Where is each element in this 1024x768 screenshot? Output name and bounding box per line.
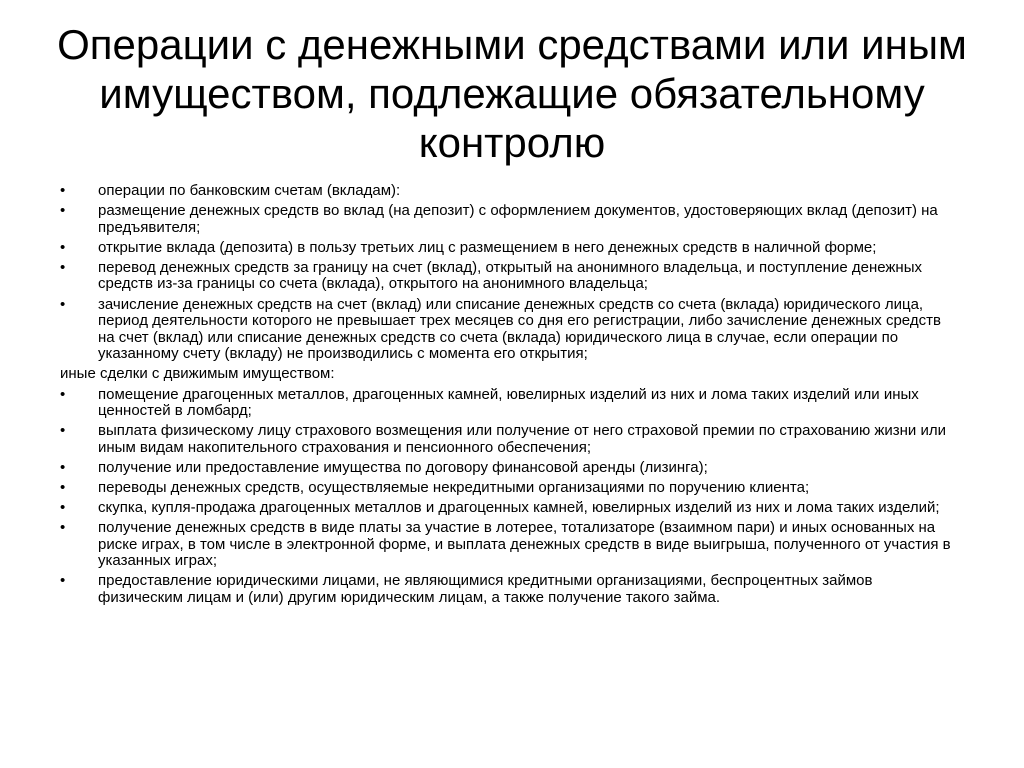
list-item [60,500,960,517]
bullet-icon: • [60,572,66,590]
bullet-icon: • [60,422,66,440]
list-item-text: операции по банковским счетам (вкладам): [98,182,401,199]
bullet-icon: • [60,202,66,220]
list-item-text: предоставление юридическими лицами, не являющимися кредитными организациями, беспроцентных займов физическим лицам и (или) другим юридическим лицам, а также получение такого займа. [98,572,873,607]
list-item-text: открытие вклада (депозита) в пользу третьих лиц с размещением в него денежных средств в наличной форме; [98,238,877,256]
bullet-icon: • [60,519,66,537]
list-item-text: зачисление денежных средств на счет (вклад) или списание денежных средств со счета (вклада) юридического лица, период деятельности которого не превышает трех месяцев со дня его регистрации, либо зачисление денежных средств на счет (вклад) или списание денежных средств со счета (вклада) юридического лица в случае, если операции по указанному счету (вкладу) не производились с момента его открытия; [98,295,941,363]
list-item [60,183,960,200]
list-item [60,573,960,606]
list-item [60,460,960,477]
operations-list [60,183,960,363]
list-item-text: переводы денежных средств, осуществляемые некредитными организациями по поручению клиента; [98,479,810,496]
slide-content [60,183,960,610]
list-item [60,520,960,570]
bullet-icon: • [60,479,66,496]
bullet-icon: • [60,458,66,476]
movable-property-list [60,387,960,607]
section-subheading: иные сделки с движимым имуществом: [60,365,335,383]
list-item-text: скупка, купля-продажа драгоценных металлов и драгоценных камней, ювелирных изделий из них и лома таких изделий; [98,499,940,517]
list-item [60,240,960,257]
list-item [60,297,960,363]
list-item [60,387,960,420]
list-item-text: получение денежных средств в виде платы за участие в лотерее, тотализаторе (взаимном пари) и иных основанных на риске играх, в том числе в электронной форме, и выплата денежных средств в виде выигрыша, полученного от участия в указанных играх; [98,519,951,570]
list-item [60,480,960,497]
bullet-icon: • [60,182,66,199]
list-item [60,203,960,236]
bullet-icon: • [60,238,66,256]
slide-title: Операции с денежными средствами или иным имуществом, подлежащие обязательному контролю [57,21,967,166]
bullet-icon: • [60,385,66,403]
list-item [60,423,960,456]
list-item-text: размещение денежных средств во вклад (на депозит) с оформлением документов, удостоверяющих вклад (депозит) на предъявителя; [98,202,938,236]
list-item [60,260,960,293]
list-item-text: перевод денежных средств за границу на счет (вклад), открытый на анонимного владельца, и поступление денежных средств из-за границы со счета (вклада), открытого на анонимного владельца; [98,258,922,293]
list-item-text: помещение драгоценных металлов, драгоценных камней, ювелирных изделий из них и лома таких изделий или иных ценностей в ломбард; [98,385,919,420]
bullet-icon: • [60,499,66,517]
bullet-icon: • [60,258,66,276]
list-item-text: получение или предоставление имущества по договору финансовой аренды (лизинга); [98,458,708,476]
bullet-icon: • [60,295,66,313]
list-item-text: выплата физическому лицу страхового возмещения или получение от него страховой премии по страхованию жизни или иным видам накопительного страхования и пенсионного обеспечения; [98,422,946,456]
